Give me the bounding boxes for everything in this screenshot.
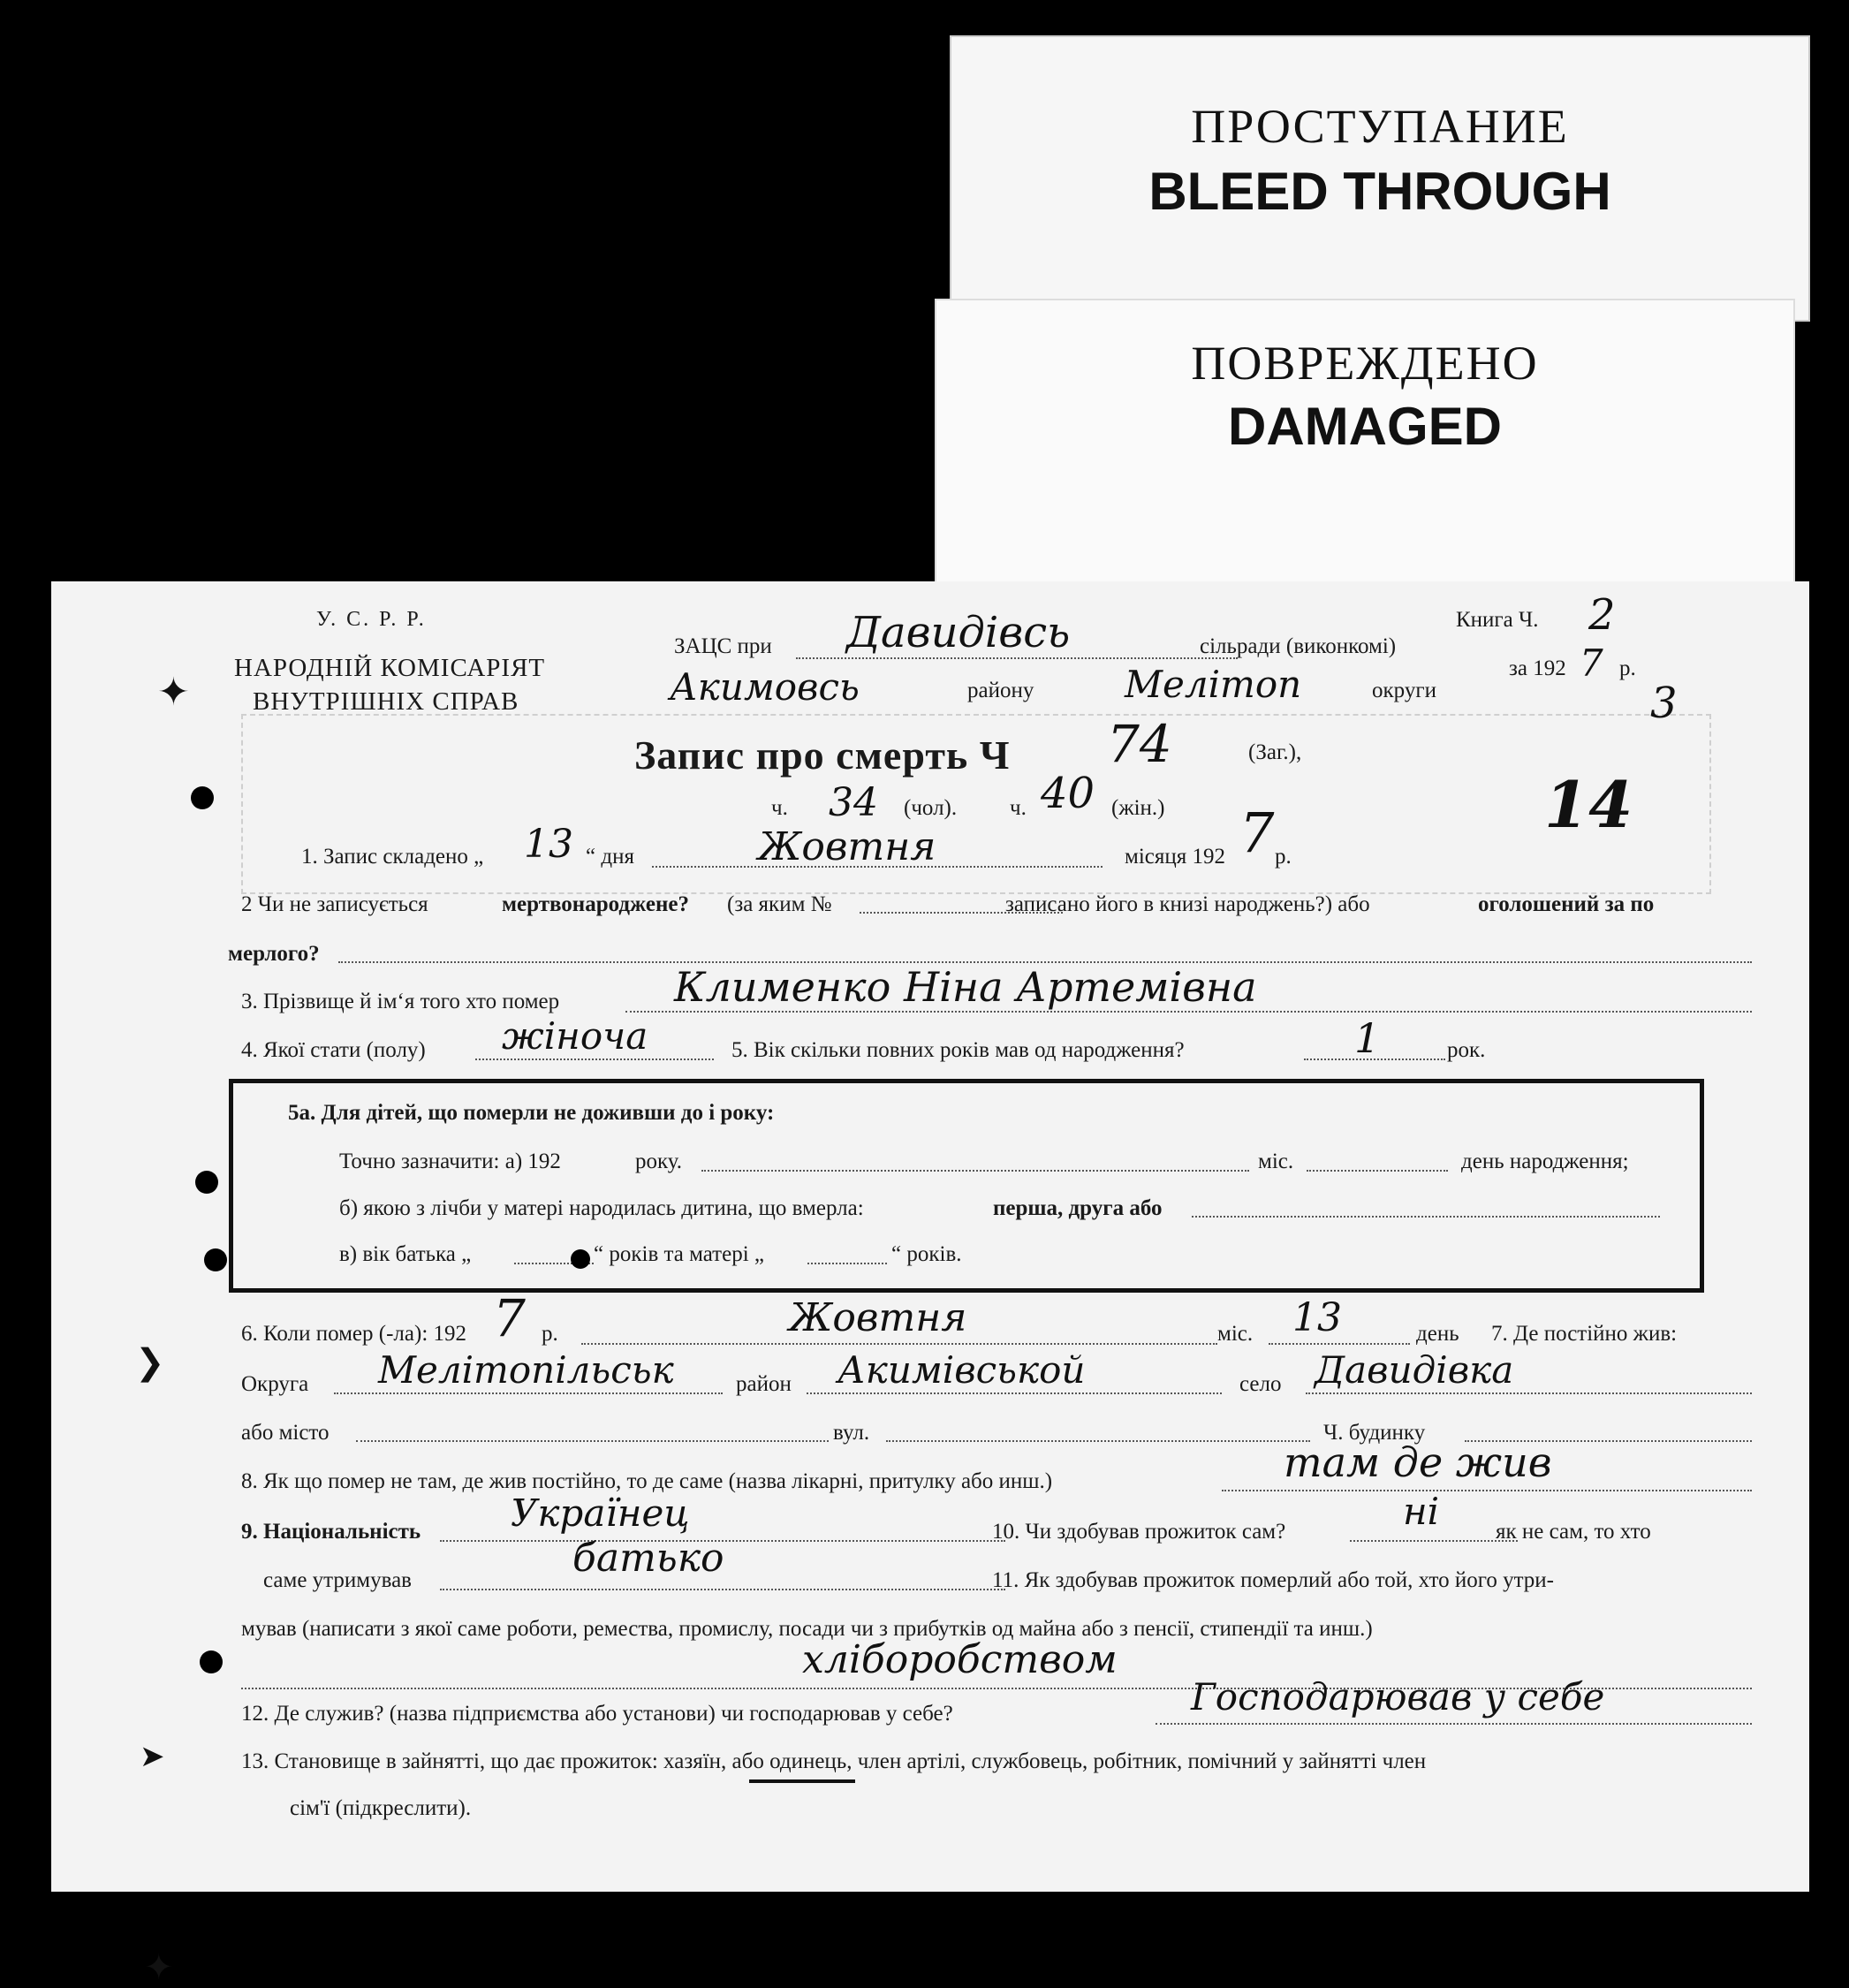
f5a-a: Точно зазначити: а) 192: [339, 1150, 561, 1173]
f6-month: Жовтня: [789, 1295, 967, 1340]
f10-line2-dots: [440, 1589, 1005, 1590]
f13-line1: 13. Становище в зайнятті, що дає прожиток: хазяїн, або одинець, член артілі, службовець, робітник, помічний у зайнятті член: [241, 1749, 1427, 1773]
rayon-line: [807, 1392, 1222, 1394]
f3-value: Клименко Ніна Артемівна: [674, 963, 1257, 1011]
book-value: 2: [1588, 590, 1616, 640]
punch-hole: [195, 1171, 218, 1194]
punch-hole: [191, 786, 214, 809]
commissariat-line-2: ВНУТРІШНІХ СПРАВ: [253, 687, 519, 716]
margin-mark-1: 3: [1650, 679, 1678, 728]
f5a-c3: “ років.: [891, 1242, 962, 1266]
f13-line2: сім'ї (підкреслити).: [290, 1796, 472, 1820]
f5-value: 1: [1354, 1014, 1381, 1062]
f4-value: жіноча: [502, 1014, 648, 1058]
damaged-ru: ПОВРЕЖДЕНО: [1191, 337, 1539, 390]
f6-mis: міс.: [1217, 1322, 1254, 1346]
record-number: 74: [1107, 714, 1172, 774]
f11-value: хліборобством: [802, 1637, 1118, 1682]
female-count-label: (жін.): [1111, 796, 1165, 820]
f6-r: р.: [542, 1322, 558, 1346]
f5a-a-line: [701, 1170, 1249, 1172]
f3-label: 3. Прізвище й ім‘я того хто помер: [241, 990, 560, 1013]
year-suffix: р.: [1619, 656, 1636, 680]
f10-line: [1350, 1540, 1518, 1542]
damage-mark-icon: ❯: [135, 1342, 165, 1382]
damaged-card: [935, 299, 1795, 589]
child-info-box: [229, 1079, 1704, 1293]
female-count-value: 40: [1041, 769, 1095, 818]
f1-label: 1. Запис складено „: [301, 845, 484, 869]
f12-value: Господарював у себе: [1191, 1675, 1605, 1719]
margin-mark-2: 14: [1544, 767, 1633, 842]
death-record-form: [51, 581, 1809, 1987]
f6-month-line: [581, 1343, 1217, 1345]
f2-line1e: оголошений за по: [1478, 892, 1655, 916]
f5a-c-line2: [807, 1263, 887, 1264]
bleed-through-en: BLEED THROUGH: [1148, 162, 1611, 221]
f11-label: 11. Як здобував прожиток померлий або той, хто його утри-: [992, 1568, 1555, 1592]
selo-label: село: [1239, 1372, 1282, 1396]
f5a-a-line2: [1307, 1170, 1448, 1172]
f5a-c2: “ років та матері „: [594, 1242, 764, 1266]
f5a-title: 5а. Для дітей, що померли не доживши до і року:: [288, 1101, 775, 1125]
okruha-value: Мелітопільськ: [378, 1348, 674, 1392]
f1-year: 7: [1239, 801, 1275, 865]
rayon-header-label: району: [967, 679, 1034, 702]
f10-value2: батько: [572, 1536, 724, 1581]
f5a-c: в) вік батька „: [339, 1242, 472, 1266]
f5a-a2: року.: [635, 1150, 683, 1173]
rayon-value: Акимівськой: [837, 1348, 1086, 1392]
f8-value: там де жив: [1284, 1438, 1552, 1486]
misto-label: або місто: [241, 1421, 330, 1445]
year-label: за 192: [1509, 656, 1566, 680]
f6-day: 13: [1292, 1295, 1342, 1340]
okruha-header-label: округи: [1372, 679, 1436, 702]
f8-line: [1222, 1490, 1752, 1491]
selo-value: Давидівка: [1315, 1348, 1514, 1392]
f2-line1c: (за яким №: [727, 892, 832, 916]
damage-mark-icon: ➤: [140, 1741, 165, 1773]
f5a-a3: міс.: [1258, 1150, 1294, 1173]
f10-line2: саме утримував: [263, 1568, 412, 1592]
male-count-label: (чол).: [904, 796, 958, 820]
f6-year: 7: [493, 1288, 526, 1348]
f2-line1d: записано його в книзі народжень?) або: [1005, 892, 1370, 916]
f6-label: 6. Коли помер (-ла): 192: [241, 1322, 467, 1346]
f2-line2: мерлого?: [228, 942, 320, 966]
f8-label: 8. Як що помер не там, де жив постійно, то де саме (назва лікарні, притулку або инш.): [241, 1469, 1053, 1493]
f3-line: [625, 1011, 1752, 1013]
book-label: Книга Ч.: [1456, 608, 1539, 632]
ussr-heading: У. С. Р. Р.: [316, 608, 427, 631]
f4-label: 4. Якої стати (полу): [241, 1038, 426, 1062]
f5a-b2: перша, друга або: [993, 1196, 1163, 1220]
f5a-b: б) якою з лічби у матері народилась дитина, що вмерла:: [339, 1196, 864, 1220]
ch2-label: ч.: [1010, 796, 1027, 820]
bleed-through-ru: ПРОСТУПАНИЕ: [1191, 100, 1569, 153]
f5a-a4: день народження;: [1461, 1150, 1629, 1173]
f1-misyatsa: місяця 192: [1125, 845, 1225, 869]
okruha-label: Округа: [241, 1372, 309, 1396]
record-title: Запис про смерть Ч: [634, 732, 1011, 778]
ch1-label: ч.: [771, 796, 788, 820]
f2-line1a: 2 Чи не записується: [241, 892, 428, 916]
silrady-label: сільради (виконкомі): [1200, 634, 1397, 658]
vul-label: вул.: [833, 1421, 870, 1445]
f1-day: 13: [524, 822, 573, 867]
f5-label: 5. Вік скільки повних років мав од народження?: [731, 1038, 1185, 1062]
f12-line: [1156, 1723, 1752, 1725]
zats-label: ЗАЦС при: [674, 634, 772, 658]
okruha-line: [334, 1392, 723, 1394]
f5-unit: рок.: [1447, 1038, 1486, 1062]
f5a-b-line: [1192, 1216, 1660, 1218]
star-mark-icon: ✦: [157, 671, 190, 714]
rayon-header-value: Акимовсь: [670, 665, 860, 709]
punch-hole: [204, 1248, 227, 1271]
zats-value: Давидівсь: [846, 608, 1071, 657]
commissariat-line-1: НАРОДНІЙ КОМІСАРІЯТ: [234, 654, 546, 682]
damaged-en: DAMAGED: [1228, 397, 1502, 456]
misto-line: [356, 1440, 829, 1442]
f7-label: 7. Де постійно жив:: [1491, 1322, 1678, 1346]
okruha-header-value: Мелітоп: [1125, 663, 1302, 706]
f11-line2: мував (написати з якої саме роботи, ремества, промислу, посади чи з прибутків од майна або з пенсії, стипендії та инш.): [241, 1617, 1373, 1641]
vul-line: [886, 1440, 1310, 1442]
f10-value: ні: [1403, 1490, 1440, 1533]
f10-tail: як не сам, то хто: [1496, 1520, 1651, 1544]
male-count-value: 34: [829, 780, 878, 825]
bleed-through-card: [950, 35, 1810, 322]
selo-line: [1306, 1392, 1752, 1394]
f2-line1b: мертвонароджене?: [502, 892, 689, 916]
f6-den: день: [1416, 1322, 1459, 1346]
f1-dnya: “ дня: [586, 845, 634, 869]
damage-mark-icon: ✦: [144, 1947, 174, 1987]
f6-day-line: [1269, 1343, 1410, 1345]
f12-label: 12. Де служив? (назва підприємства або установи) чи господарював у себе?: [241, 1702, 953, 1726]
f9-value: Українец: [511, 1491, 690, 1535]
underline-khazyain: [749, 1779, 855, 1783]
punch-hole: [200, 1650, 223, 1673]
year-value: 7: [1580, 641, 1603, 685]
zats-line: [796, 657, 1238, 659]
f1-month: Жовтня: [758, 824, 936, 869]
f4-line: [475, 1058, 714, 1060]
budynok-label: Ч. будинку: [1323, 1421, 1426, 1445]
f1-r: р.: [1275, 845, 1292, 869]
ink-blot: [571, 1249, 590, 1269]
f10-label: 10. Чи здобував прожиток сам?: [992, 1520, 1286, 1544]
f9-label: 9. Національність: [241, 1520, 421, 1544]
zag-label: (Заг.),: [1248, 740, 1302, 764]
rayon-label: район: [736, 1372, 792, 1396]
